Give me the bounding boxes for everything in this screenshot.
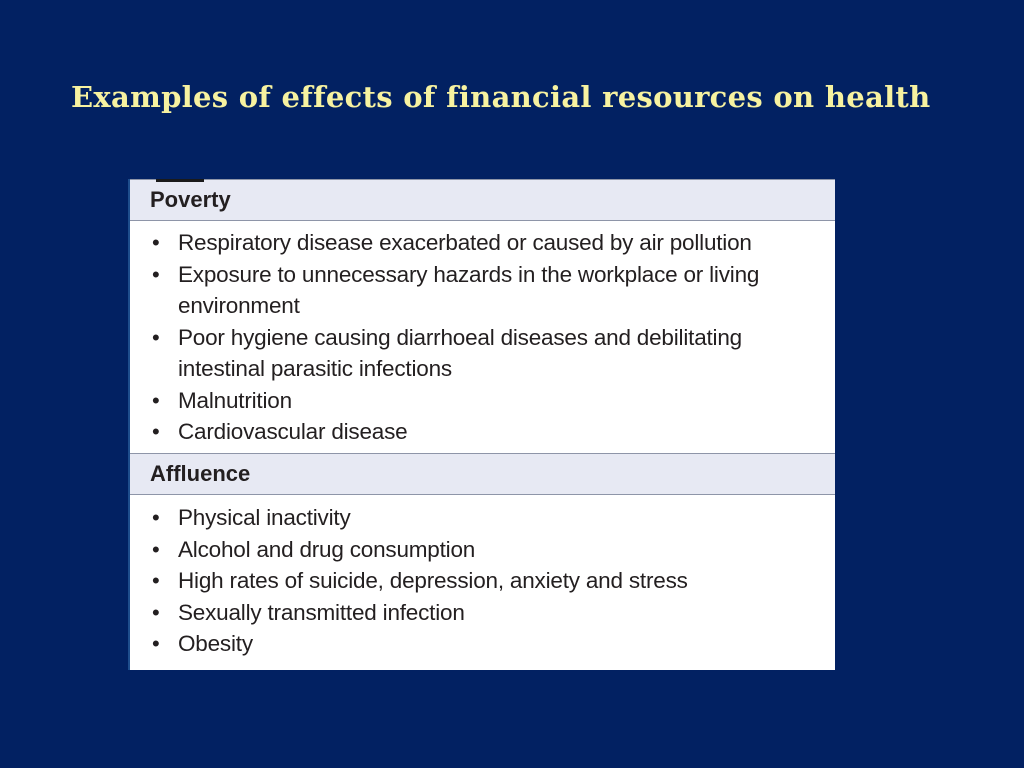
list-item [150,416,815,448]
bullet-icon: • [152,261,160,287]
section-header-poverty: Poverty [130,179,835,221]
list-item-text: Malnutrition [178,387,292,413]
list-item-text: Poor hygiene causing diarrhoeal diseases and debilitating intestinal parasitic infections [178,324,742,381]
list-item-text: Exposure to unnecessary hazards in the workplace or living environment [178,261,760,318]
section-body-poverty [130,221,835,453]
list-item-text: Sexually transmitted infection [178,599,465,625]
list-item-text: Physical inactivity [178,505,351,530]
bullet-icon: • [152,230,160,255]
bullet-icon: • [152,631,160,656]
list-item-text: Respiratory disease exacerbated or caused by air pollution [178,230,752,255]
effects-table [128,179,835,670]
list-item-text: High rates of suicide, depression, anxiety and stress [178,568,688,593]
list-item [150,227,815,259]
slide-title: Examples of effects of financial resources on health [71,80,931,114]
list-item-text: Cardiovascular disease [178,419,408,444]
affluence-list [150,502,815,660]
bullet-icon: • [152,324,160,350]
table-tab-marker [156,179,204,182]
bullet-icon: • [152,599,160,625]
bullet-icon: • [152,505,160,530]
list-item [150,385,815,417]
list-item [150,502,815,534]
section-body-affluence [130,495,835,669]
section-header-affluence: Affluence [130,453,835,495]
list-item [150,597,815,629]
poverty-list [150,227,815,448]
bullet-icon: • [152,419,160,444]
bullet-icon: • [152,387,160,413]
bullet-icon: • [152,568,160,593]
list-item [150,565,815,597]
list-item [150,628,815,660]
list-item-text: Obesity [178,631,253,656]
list-item [150,259,815,322]
list-item [150,322,815,385]
list-item [150,534,815,566]
list-item-text: Alcohol and drug consumption [178,536,476,562]
bullet-icon: • [152,536,160,562]
